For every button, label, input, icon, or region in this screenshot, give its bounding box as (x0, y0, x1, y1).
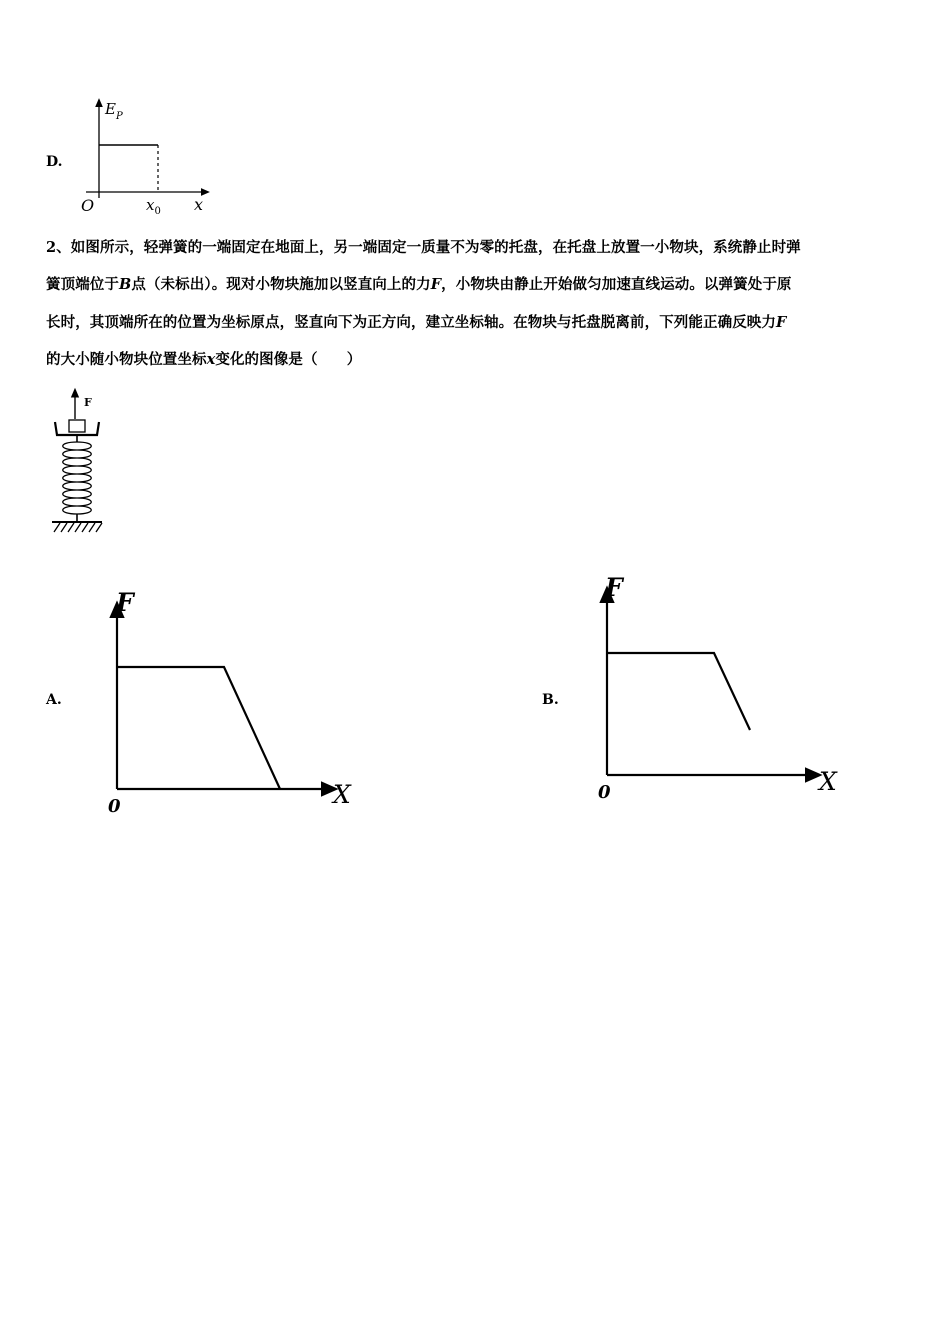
question-line-4: 的大小随小物块位置坐标x变化的图像是（ ） (46, 351, 362, 368)
ground-hatch (54, 523, 102, 532)
x0-label: $x_0$ (146, 196, 161, 217)
origin-label: 0 (598, 782, 611, 803)
question-line-2: 簧顶端位于B点（未标出）。现对小物块施加以竖直向上的力F，小物块由静止开始做匀加速直线运动。以弹簧处于原 (46, 276, 792, 293)
option-b-graph (590, 570, 850, 810)
option-a-label: A. (46, 692, 62, 708)
question-line-1: 2、如图所示，轻弹簧的一端固定在地面上，另一端固定一质量不为零的托盘，在托盘上放置一小物块，系统静止时弹 (46, 239, 801, 256)
force-label: F (84, 396, 92, 409)
spring-coil (63, 442, 92, 514)
option-d-label: D. (46, 154, 63, 170)
small-block (69, 420, 85, 432)
x-axis-label: x (194, 195, 204, 214)
y-axis-label: F (605, 573, 623, 602)
force-line (117, 667, 280, 789)
origin-label: O (81, 196, 95, 215)
question-line-3: 长时，其顶端所在的位置为坐标原点，竖直向下为正方向，建立坐标轴。在物块与托盘脱离前，下列能正确反映力F (46, 314, 787, 331)
option-a-graph (100, 585, 360, 825)
option-b-label: B. (542, 692, 559, 708)
x-axis-label: X (333, 780, 351, 809)
option-d-graph (76, 94, 216, 218)
y-axis-label: F (116, 588, 134, 617)
force-line (607, 653, 750, 730)
origin-label: 0 (108, 796, 121, 817)
x-axis-label: X (819, 767, 837, 796)
y-axis-label: $E_P$ (105, 100, 123, 122)
spring-figure (44, 386, 110, 538)
